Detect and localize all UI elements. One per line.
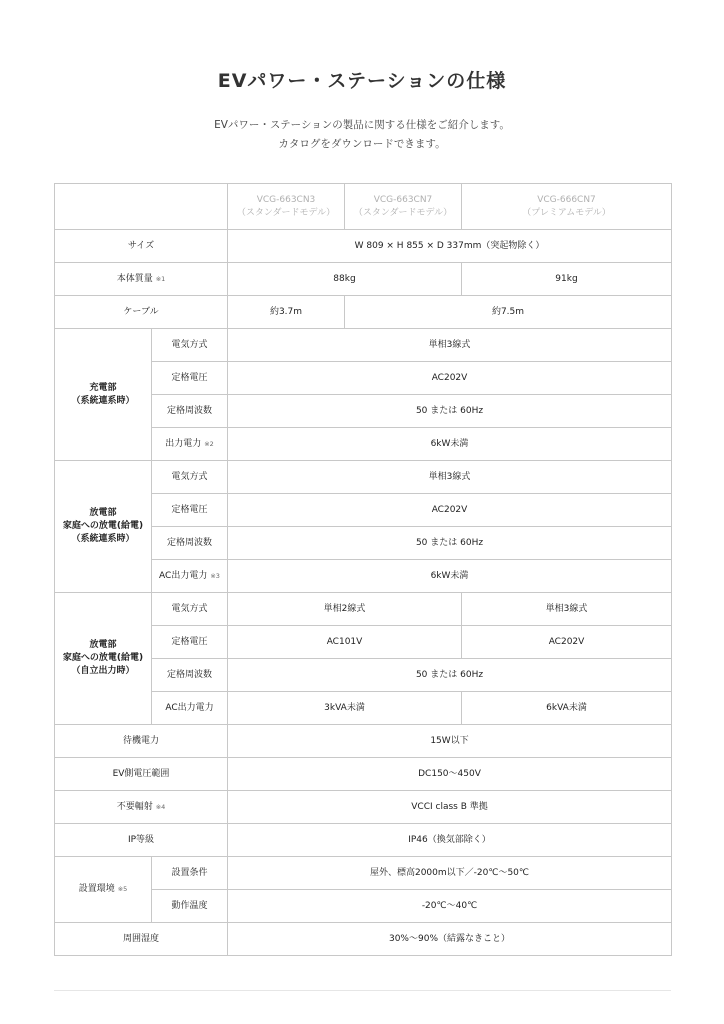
row-sublabel [152, 560, 228, 593]
model-code: VCG-663CN7 [373, 194, 433, 205]
row-value: 91kg [462, 263, 672, 296]
model-type: （スタンダードモデル） [353, 207, 453, 218]
row-value: 単相3線式 [228, 461, 672, 494]
row-value: 88kg [228, 263, 462, 296]
row-sublabel: 電気方式 [152, 329, 228, 362]
group-label-charge [55, 329, 152, 461]
table-row-charge-method [55, 329, 672, 362]
row-value: 約7.5m [345, 296, 672, 329]
table-row-install-condition [55, 857, 672, 890]
footnote-mark: ※4 [155, 802, 166, 811]
table-row-discharge-grid-method [55, 461, 672, 494]
table-row-mass [55, 263, 672, 296]
model-type: （プレミアムモデル） [522, 207, 611, 218]
row-label-text: 不要輻射 [116, 801, 153, 812]
row-label: ケーブル [55, 296, 228, 329]
row-value: 6kW未満 [228, 428, 672, 461]
model-code: VCG-666CN7 [537, 194, 596, 205]
table-row-humidity [55, 923, 672, 956]
row-value: 6kW未満 [228, 560, 672, 593]
row-value: AC101V [228, 626, 462, 659]
table-header-row [55, 184, 672, 230]
group-label-discharge-standalone [55, 593, 152, 725]
group-line: 家庭への放電(給電) [62, 653, 144, 663]
model-type: （スタンダードモデル） [236, 207, 336, 218]
table-row-discharge-standalone-method [55, 593, 672, 626]
row-value: 15W以下 [228, 725, 672, 758]
row-value: 単相3線式 [462, 593, 672, 626]
row-sublabel: AC出力電力 [152, 692, 228, 725]
row-sublabel: 定格周波数 [152, 527, 228, 560]
intro-line-2: カタログをダウンロードできます。 [278, 138, 446, 150]
footnote-mark: ※2 [204, 439, 214, 448]
row-sublabel: 動作温度 [152, 890, 228, 923]
row-value: AC202V [228, 362, 672, 395]
model-header-2 [345, 184, 462, 230]
intro-line-1: EVパワー・ステーションの製品に関する仕様をご紹介します。 [214, 119, 510, 131]
row-sublabel-text: AC出力電力 [159, 570, 208, 581]
table-row-standby [55, 725, 672, 758]
page-title: EVパワー・ステーションの仕様 [217, 70, 507, 92]
row-sublabel [152, 428, 228, 461]
group-line: 充電部 [89, 382, 117, 393]
row-value: 単相2線式 [228, 593, 462, 626]
spec-table [54, 183, 672, 956]
row-value: DC150～450V [228, 758, 672, 791]
row-label: IP等級 [55, 824, 228, 857]
model-header-3 [462, 184, 672, 230]
row-sublabel: 定格周波数 [152, 395, 228, 428]
intro-text [0, 116, 724, 154]
row-sublabel: 定格電圧 [152, 494, 228, 527]
footnote-mark: ※1 [155, 274, 166, 283]
group-line: （系統連系時） [71, 395, 135, 406]
row-label [55, 263, 228, 296]
group-line: 放電部 [89, 508, 117, 518]
table-row-emission [55, 791, 672, 824]
row-value: AC202V [228, 494, 672, 527]
row-sublabel: 定格電圧 [152, 362, 228, 395]
row-label-text: 本体質量 [116, 273, 153, 284]
row-value: AC202V [462, 626, 672, 659]
row-label: サイズ [55, 230, 228, 263]
row-value: IP46（換気部除く） [228, 824, 672, 857]
row-value: VCCI class B 準拠 [228, 791, 672, 824]
row-value: 単相3線式 [228, 329, 672, 362]
footnote-mark: ※5 [117, 885, 128, 893]
group-line: （自立出力時） [71, 666, 135, 676]
row-sublabel: 定格周波数 [152, 659, 228, 692]
table-row-ip [55, 824, 672, 857]
group-label-discharge-grid [55, 461, 152, 593]
row-value: 3kVA未満 [228, 692, 462, 725]
row-value: W 809 × H 855 × D 337mm（突起物除く） [228, 230, 672, 263]
footer-divider [54, 990, 671, 991]
row-value: 30%～90%（結露なきこと） [228, 923, 672, 956]
row-sublabel-text: 出力電力 [165, 438, 202, 449]
model-code: VCG-663CN3 [256, 194, 316, 205]
row-value: 50 または 60Hz [228, 395, 672, 428]
group-line: （系統連系時） [71, 534, 135, 544]
row-sublabel: 電気方式 [152, 593, 228, 626]
row-label: EV側電圧範囲 [55, 758, 228, 791]
table-row-ev-voltage [55, 758, 672, 791]
row-sublabel: 電気方式 [152, 461, 228, 494]
footnote-mark: ※3 [210, 571, 220, 580]
row-value: 50 または 60Hz [228, 659, 672, 692]
table-row-cable [55, 296, 672, 329]
row-label: 周囲湿度 [55, 923, 228, 956]
group-line: 家庭への放電(給電) [62, 521, 144, 531]
row-value: 50 または 60Hz [228, 527, 672, 560]
header-blank-cell [55, 184, 228, 230]
group-label-install [55, 857, 152, 923]
row-value: 6kVA未満 [462, 692, 672, 725]
row-label-text: 設置環境 [78, 884, 115, 894]
row-label [55, 791, 228, 824]
group-line: 放電部 [89, 640, 117, 650]
model-header-1 [228, 184, 345, 230]
row-value: -20℃～40℃ [228, 890, 672, 923]
row-value: 約3.7m [228, 296, 345, 329]
row-sublabel: 定格電圧 [152, 626, 228, 659]
row-label: 待機電力 [55, 725, 228, 758]
table-row-size [55, 230, 672, 263]
row-sublabel: 設置条件 [152, 857, 228, 890]
row-value: 屋外、標高2000m以下／-20℃～50℃ [228, 857, 672, 890]
